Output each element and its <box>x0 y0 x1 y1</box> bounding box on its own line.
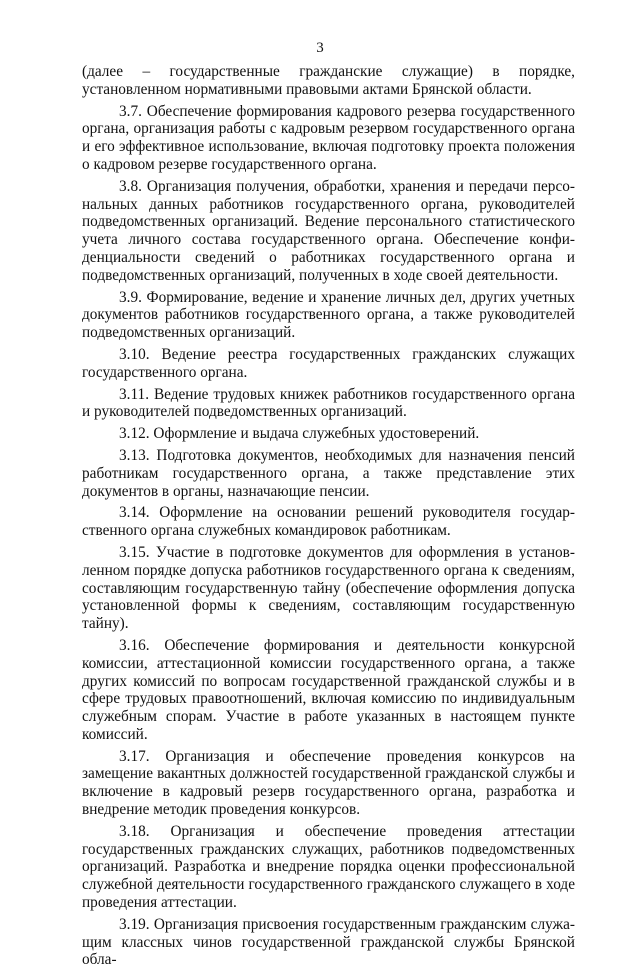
paragraph-3-16: 3.16. Обеспечение формирования и деятельности конкурсной комиссии, аттестационной комиссии государственного органа, а также других комиссий по вопросам государственной гражданской службы и в сфере трудовых правоотношений, включая комиссию по индивидуальным служебным спорам. Участие в работе указанных в настоящем пункте комиссий. <box>82 636 575 743</box>
document-body <box>82 63 575 973</box>
paragraph-continuation: (далее – государственные гражданские служащие) в порядке, установленном нормативными правовыми актами Брянской области. <box>82 63 575 98</box>
page-number: 3 <box>316 40 324 56</box>
paragraph-3-12: 3.12. Оформление и выдача служебных удостоверений. <box>119 425 480 443</box>
paragraph-3-13: 3.13. Подготовка документов, необходимых для назначения пенсий работникам государственного органа, а также представление этих документов в органы, назначающие пенсии. <box>82 446 575 500</box>
paragraph-3-14: 3.14. Оформление на основании решений руководителя государственного органа служебных командировок работникам. <box>82 504 575 540</box>
paragraph-3-7: 3.7. Обеспечение формирования кадрового резерва государственного органа, организация работы с кадровым резервом государственного органа и его эффективное использование, включая подготовку проекта положения о кадровом резерве государственного органа. <box>82 102 575 173</box>
paragraph-3-11: 3.11. Ведение трудовых книжек работников государственного органа и руководителей подведомственных организаций. <box>82 385 575 421</box>
paragraph-3-18: 3.18. Организация и обеспечение проведения аттестации государственных гражданских служащих, работников подведомственных организаций. Разработка и внедрение порядка оценки профессиональной служебной деятельности государственного гражданского служащего в ходе проведения аттестации. <box>82 822 575 912</box>
paragraph-3-15: 3.15. Участие в подготовке документов для оформления в установленном порядке допуска работников государственного органа к сведениям, составляющим государственную тайну (обеспечение оформления допуска установленной формы к сведениям, составляющим государственную тайну). <box>82 543 575 633</box>
paragraph-3-17: 3.17. Организация и обеспечение проведения конкурсов на замещение вакантных должностей государственной гражданской службы и включение в кадровый резерв государственного органа, разработка и внедрение методик проведения конкурсов. <box>82 747 575 819</box>
paragraph-3-8: 3.8. Организация получения, обработки, хранения и передачи персональных данных работников государственного органа, руководителей подведомственных организаций. Ведение персонального статистического учета личного состава государственного органа. Обеспечение конфиденциальности сведений о работниках государственного органа и подведомственных организаций, полученных в ходе своей деятельности. <box>82 177 575 284</box>
paragraph-3-9: 3.9. Формирование, ведение и хранение личных дел, других учетных документов работников государственного органа, а также руководителей подведомственных организаций. <box>82 288 575 342</box>
paragraph-3-10: 3.10. Ведение реестра государственных гражданских служащих государственного органа. <box>82 345 575 381</box>
paragraph-3-19: 3.19. Организация присвоения государственным гражданским служащим классных чинов государственной гражданской службы Брянской обла- <box>82 915 575 969</box>
